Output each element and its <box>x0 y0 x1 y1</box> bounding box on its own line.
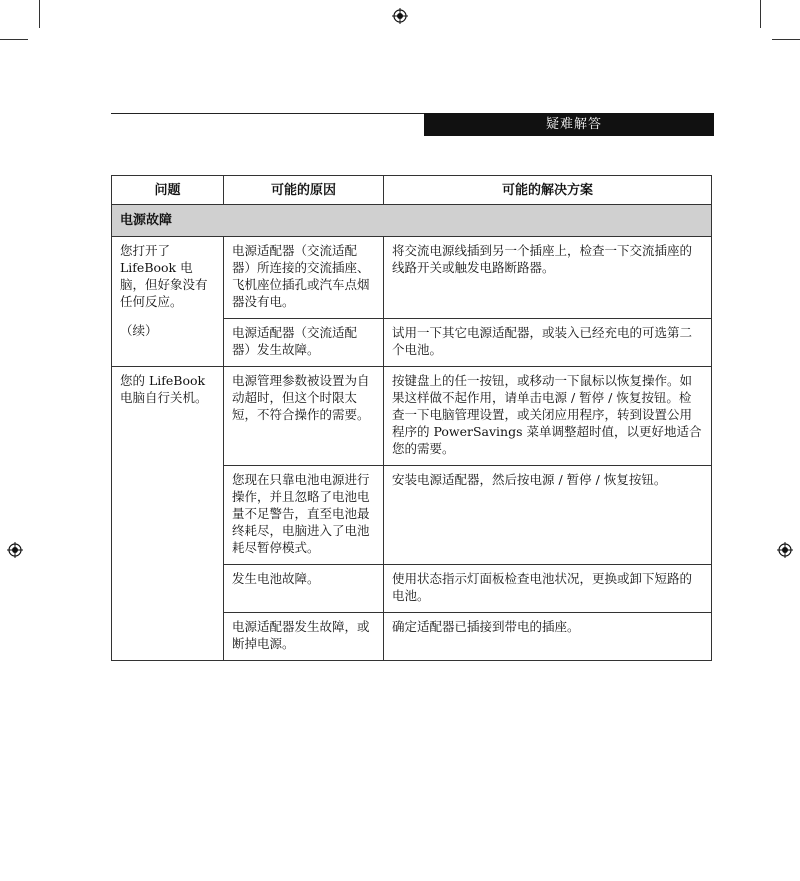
section-title: 疑难解答 <box>424 113 714 136</box>
troubleshooting-table <box>111 175 712 661</box>
crop-mark <box>0 39 28 40</box>
table-row <box>112 237 712 319</box>
crop-mark <box>760 0 761 28</box>
solution-cell: 试用一下其它电源适配器，或装入已经充电的可选第二个电池。 <box>384 319 712 367</box>
problem-cell: 您的 LifeBook 电脑自行关机。 <box>112 367 224 661</box>
column-header-solution: 可能的解决方案 <box>384 176 712 205</box>
section-label: 电源故障 <box>112 205 712 237</box>
registration-mark-icon <box>392 8 408 24</box>
crop-mark <box>39 0 40 28</box>
solution-cell: 将交流电源线插到另一个插座上，检查一下交流插座的线路开关或触发电路断路器。 <box>384 237 712 319</box>
registration-mark-icon <box>777 542 793 558</box>
cause-cell: 发生电池故障。 <box>224 565 384 613</box>
column-header-cause: 可能的原因 <box>224 176 384 205</box>
crop-mark <box>772 39 800 40</box>
table-row <box>112 367 712 466</box>
problem-cell <box>112 237 224 367</box>
solution-cell: 确定适配器已插接到带电的插座。 <box>384 613 712 661</box>
section-row <box>112 205 712 237</box>
registration-mark-icon <box>7 542 23 558</box>
cause-cell: 电源管理参数被设置为自动超时，但这个时限太短，不符合操作的需要。 <box>224 367 384 466</box>
solution-cell: 按键盘上的任一按钮，或移动一下鼠标以恢复操作。如果这样做不起作用，请单击电源 / 暂停 / 恢复按钮。检查一下电脑管理设置，或关闭应用程序，转到设置公用程序的 PowerSavings 菜单调整超时值，以更好地适合您的需要。 <box>384 367 712 466</box>
cause-cell: 电源适配器（交流适配器）发生故障。 <box>224 319 384 367</box>
solution-cell: 安装电源适配器，然后按电源 / 暂停 / 恢复按钮。 <box>384 466 712 565</box>
continued-label: （续） <box>120 323 158 338</box>
problem-text: 您打开了 LifeBook 电脑，但好象没有任何反应。 <box>120 243 208 309</box>
table-header-row <box>112 176 712 205</box>
column-header-problem: 问题 <box>112 176 224 205</box>
cause-cell: 电源适配器发生故障，或断掉电源。 <box>224 613 384 661</box>
solution-cell: 使用状态指示灯面板检查电池状况，更换或卸下短路的电池。 <box>384 565 712 613</box>
cause-cell: 电源适配器（交流适配器）所连接的交流插座、飞机座位插孔或汽车点烟器没有电。 <box>224 237 384 319</box>
cause-cell: 您现在只靠电池电源进行操作，并且忽略了电池电量不足警告，直至电池最终耗尽，电脑进入了电池耗尽暂停模式。 <box>224 466 384 565</box>
